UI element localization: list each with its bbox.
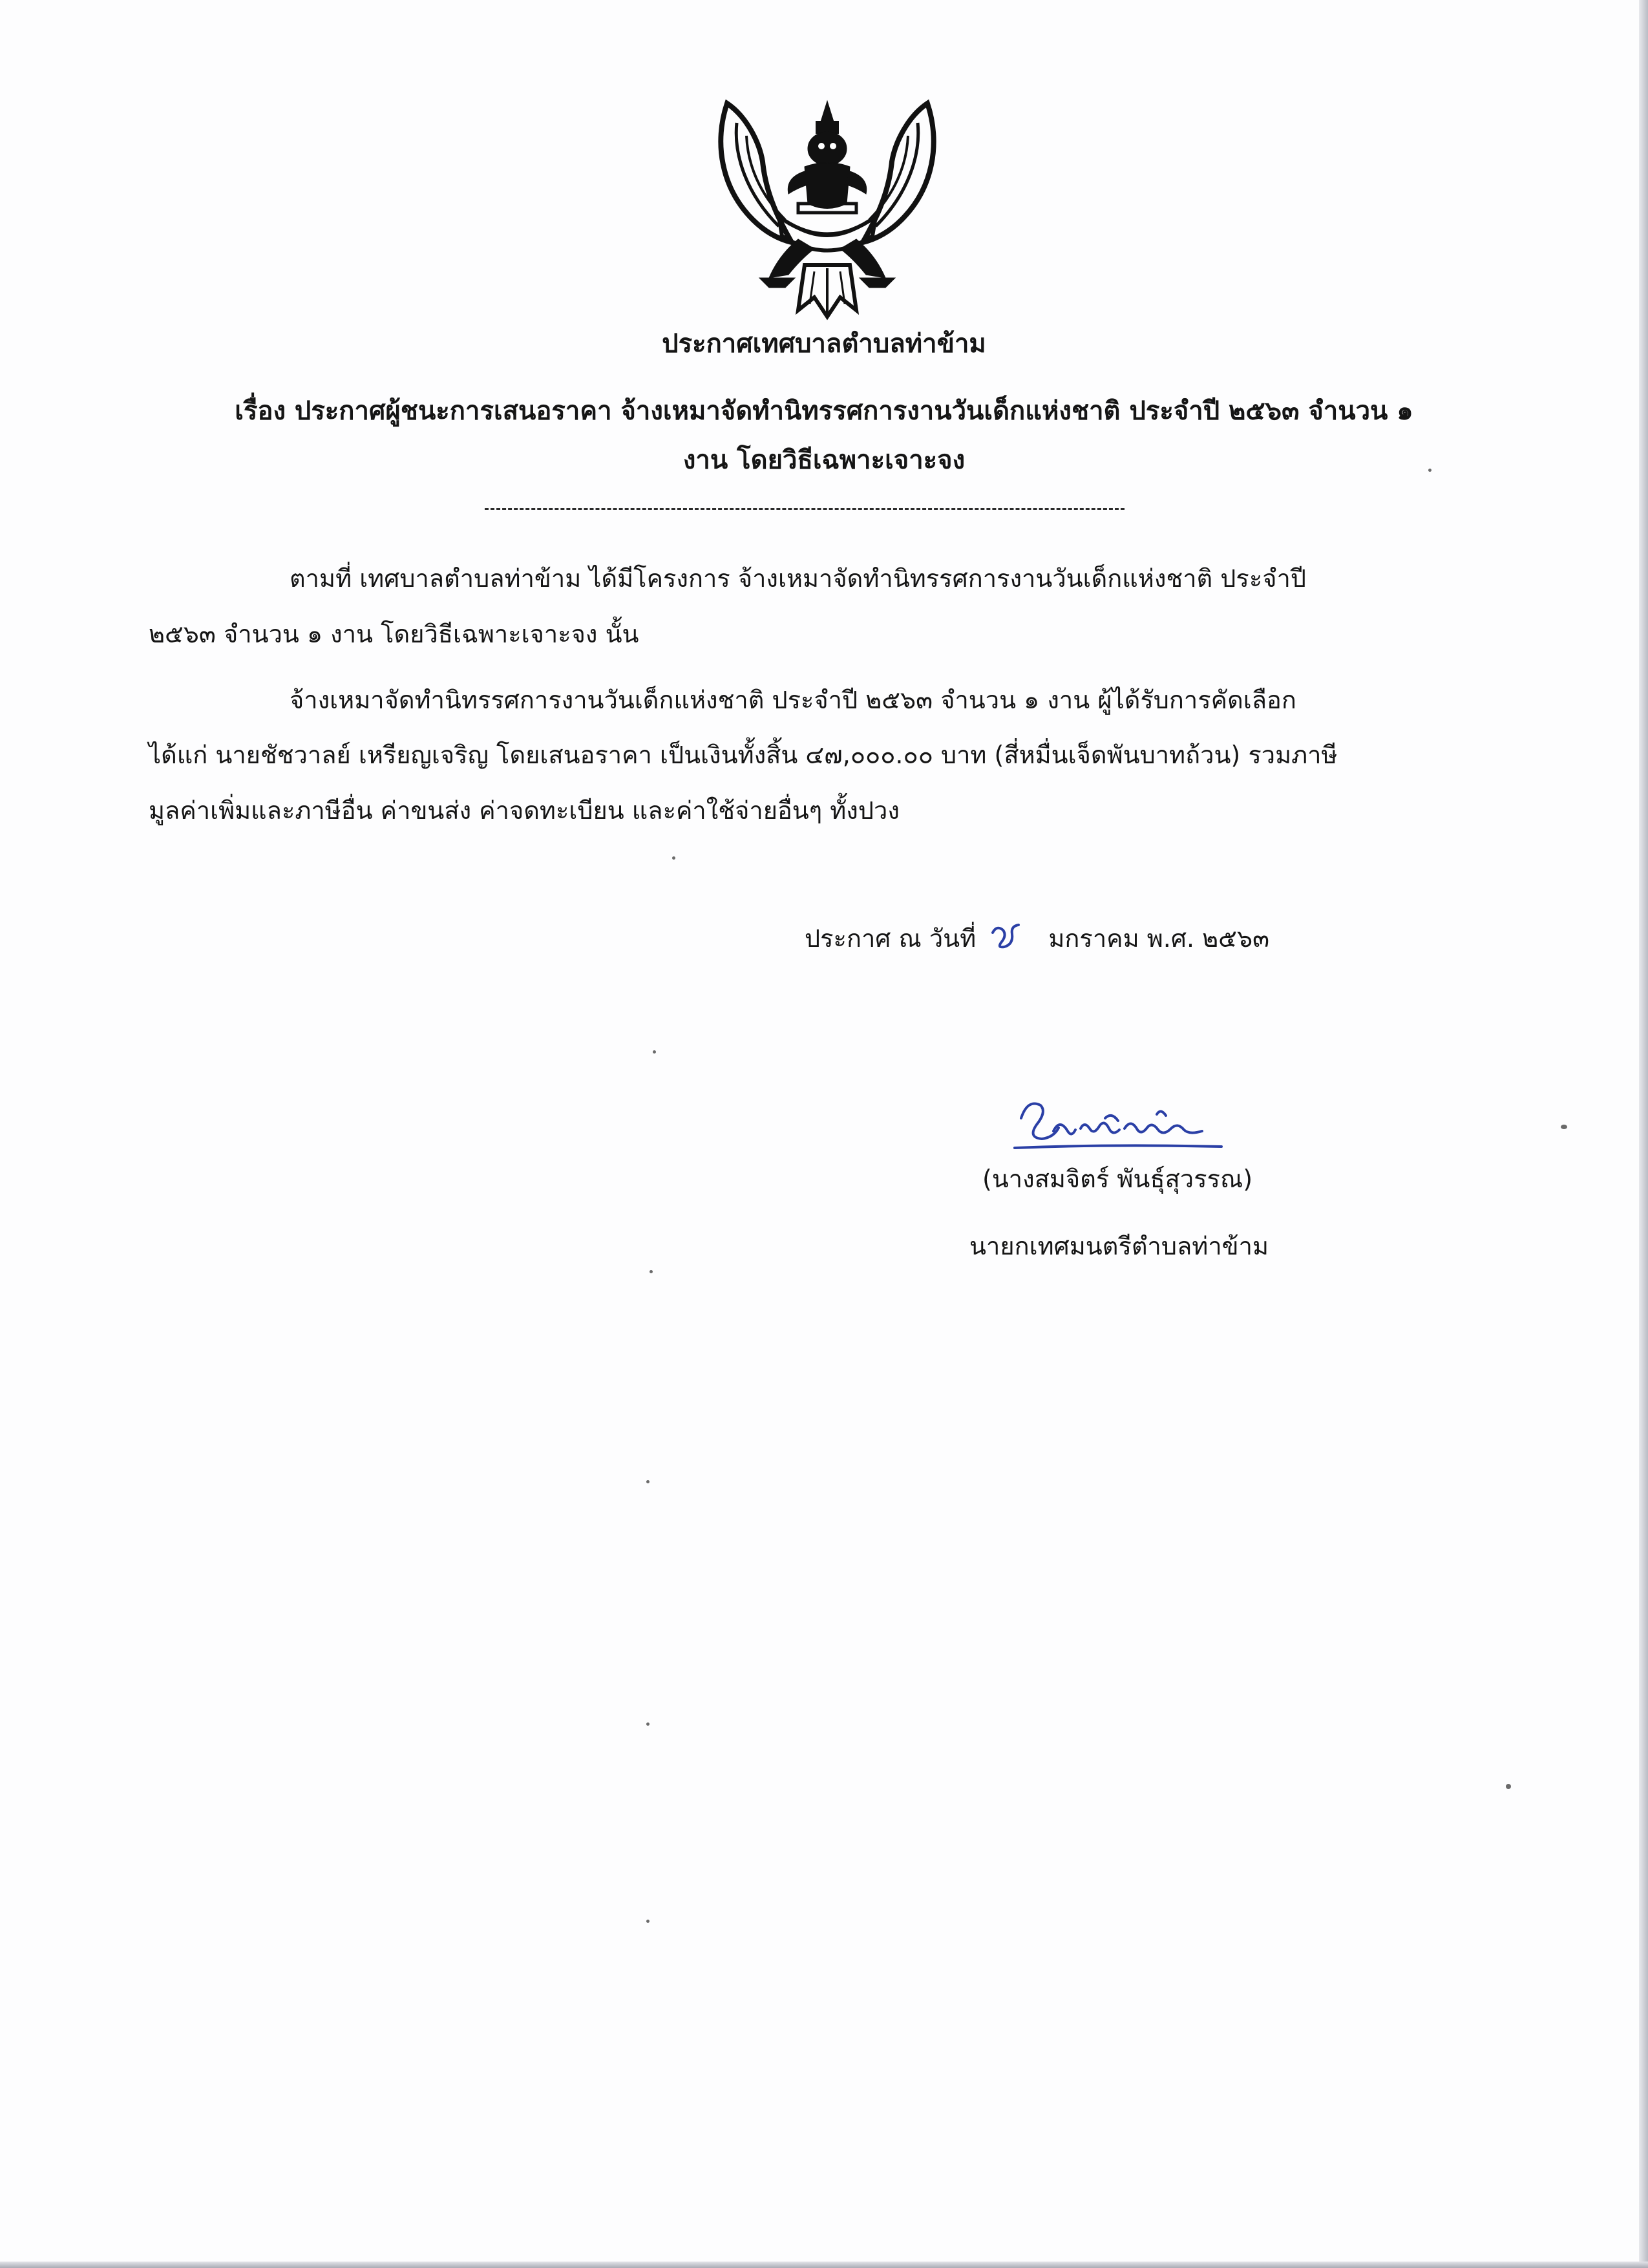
announcement-date bbox=[805, 920, 1269, 953]
handwritten-day bbox=[984, 920, 1041, 953]
scan-speck bbox=[1428, 469, 1431, 472]
scan-edge-bottom bbox=[0, 2262, 1648, 2268]
signer-position: นายกเทศมนตรีตำบลท่าข้าม bbox=[969, 1232, 1269, 1260]
scan-speck bbox=[650, 1270, 653, 1273]
dashed-divider bbox=[485, 508, 1125, 510]
date-prefix: ประกาศ ณ วันที่ bbox=[805, 924, 977, 953]
scan-speck bbox=[646, 1920, 650, 1923]
scan-speck bbox=[672, 856, 675, 860]
scan-speck bbox=[646, 1480, 650, 1483]
announcement-title: ประกาศเทศบาลตำบลท่าข้าม bbox=[662, 329, 986, 359]
scan-speck bbox=[653, 1050, 656, 1054]
paragraph-2-line-3: มูลค่าเพิ่มและภาษีอื่น ค่าขนส่ง ค่าจดทะเบียน และค่าใช้จ่ายอื่นๆ ทั้งปวง bbox=[149, 796, 900, 825]
subject-line-1: เรื่อง ประกาศผู้ชนะการเสนอราคา จ้างเหมาจัดทำนิทรรศการงานวันเด็กแห่งชาติ ประจำปี ๒๕๖๓ จำนวน ๑ bbox=[235, 396, 1413, 426]
garuda-emblem bbox=[708, 90, 947, 323]
scan-speck bbox=[1561, 1125, 1567, 1129]
paragraph-2-line-1: จ้างเหมาจัดทำนิทรรศการงานวันเด็กแห่งชาติ ประจำปี ๒๕๖๓ จำนวน ๑ งาน ผู้ได้รับการคัดเลือก bbox=[290, 686, 1296, 714]
scan-speck bbox=[1506, 1784, 1511, 1789]
paragraph-2-line-2: ได้แก่ นายชัชวาลย์ เหรียญเจริญ โดยเสนอราคา เป็นเงินทั้งสิ้น ๔๗,๐๐๐.๐๐ บาท (สี่หมื่นเจ็ดพันบาทถ้วน) รวมภาษี bbox=[149, 741, 1338, 769]
subject-line-2: งาน โดยวิธีเฉพาะเจาะจง bbox=[682, 445, 966, 475]
signer-name: (นางสมจิตร์ พันธุ์สุวรรณ) bbox=[982, 1165, 1253, 1193]
paragraph-1-line-2: ๒๕๖๓ จำนวน ๑ งาน โดยวิธีเฉพาะเจาะจง นั้น bbox=[149, 620, 639, 648]
scan-speck bbox=[646, 1722, 650, 1726]
date-month-year: มกราคม พ.ศ. ๒๕๖๓ bbox=[1048, 924, 1270, 953]
paragraph-1-line-1: ตามที่ เทศบาลตำบลท่าข้าม ได้มีโครงการ จ้างเหมาจัดทำนิทรรศการงานวันเด็กแห่งชาติ ประจำปี bbox=[290, 564, 1306, 593]
handwritten-day-mark bbox=[988, 920, 1026, 952]
signature-mark bbox=[1008, 1092, 1241, 1157]
